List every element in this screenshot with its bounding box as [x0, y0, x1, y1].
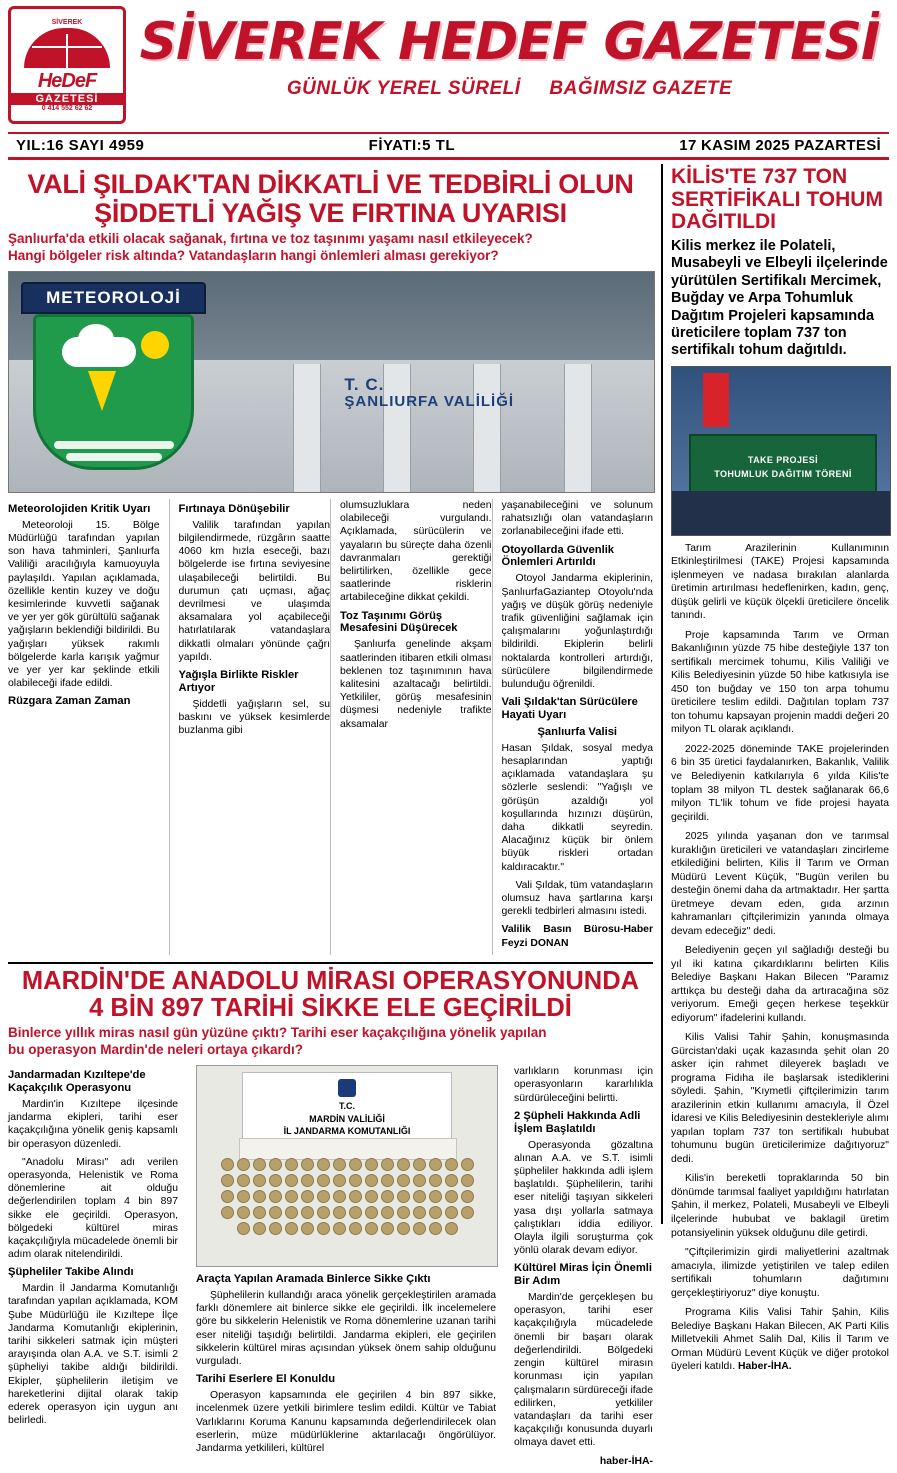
logo-phone: 0 414 552 62 62	[41, 104, 93, 112]
wave-icon	[66, 453, 162, 461]
subhead: Fırtınaya Dönüşebilir	[178, 502, 290, 515]
emblem-icon	[338, 1079, 356, 1097]
coin-row	[215, 1190, 479, 1203]
paragraph: Valilik tarafından yapılan bilgilendirmede, rüzgârın saatte 4060 km hızla eseceği, bazı bölgelerde ise fırtına seviyesine ulaşabileceği belirtildi. Bu durumun çatı uçması, ağaç devrilmesi ve ulaşımda aksamalara yol açabileceği hatırlatılarak vatandaşlara dikkatli olmaları yönünde çağrı yapıldı.	[178, 519, 330, 663]
second-deck-line2: bu operasyon Mardin'de neleri ortaya çıkardı?	[8, 1042, 304, 1058]
lead-col-1	[8, 499, 169, 955]
paragraph: 2025 yılında yaşanan don ve tarımsal kuraklığın üreticileri ve vatandaşları zincirleme etkilediğini belirten, Kilis İl Tarım ve Orman Müdürü Levent Küçük, "Bugün verilen bu desteğin önemi daha da artmaktadır. Her şartta üretmeye devam eden, gıda arzının kahramanları çiftçilerimizin yanında olmaya devam edeceğiz" dedi.	[671, 831, 889, 937]
lead-headline-line2: ŞİDDETLİ YAĞIŞ VE FIRTINA UYARISI	[94, 197, 567, 228]
paragraph: Mardin'in Kızıltepe ilçesinde jandarma ekipleri, tarihi eser kaçakçılığına yönelik geniş kapsamlı bir operasyon düzenledi.	[8, 1098, 178, 1150]
logo-brand: HeDeF	[37, 69, 97, 92]
coin-row	[215, 1158, 479, 1171]
subhead: Meteorolojiden Kritik Uyarı	[8, 502, 151, 515]
logo-top-text: SİVEREK	[51, 18, 83, 26]
flag-icon	[703, 373, 729, 427]
paragraph-text: Programa Kilis Valisi Tahir Şahin, Kilis Belediye Başkanı Hakan Bilecen, AK Parti Kilis Milletvekili Ahmet Salih Dal, Kilis İl Tarım ve Orman Müdürü Levent Küçük ve diğer protokol üyeleri katıldı.	[671, 1307, 889, 1373]
coin-pile	[215, 1158, 479, 1254]
paragraph: yaşanabileceğini ve solunum rahatsızlığı olan vatandaşların zorlanabileceğini ifade etti.	[501, 499, 653, 538]
second-story-columns	[8, 1065, 653, 1473]
paragraph: Belediyenin geçen yıl sağladığı desteği bu yıl iki katına çıkardıklarını belirten Kilis Belediye Başkanı Hakan Bilecen "Paramız arttıkça bu desteği daha da artıracağına söz veriyorum. Emeği geçen herkese teşekkür ediyorum" ifadelerini kullandı.	[671, 945, 889, 1024]
publication-date: 17 KASIM 2025 PAZARTESİ	[679, 137, 881, 154]
right-lead: Kilis merkez ile Polateli, Musabeyli ve Elbeyli ilçelerinde yürütülen Sertifikalı Mercimek, Buğday ve Arpa Tohumluk Dağıtım Projeleri kapsamında üreticilere toplam 737 ton sertifikalı tohum dağıtıldı.	[671, 238, 888, 359]
paragraph: Tarım Arazilerinin Kullanımının Etkinleştirilmesi (TAKE) Projesi kapsamında işlenmeyen ve nadasa bırakılan alanlarda üretimin artırılması hedeflenirken, kadın, genç, düşük gelirli ve küçük ölçekli üreticilere öncelik tanındı.	[671, 542, 889, 622]
second-col-3	[505, 1065, 653, 1473]
second-headline-line1: MARDİN'DE ANADOLU MİRASI OPERASYONUNDA	[21, 966, 640, 995]
lead-headline	[8, 170, 653, 227]
dome-icon	[24, 28, 110, 68]
lightning-icon	[88, 371, 116, 411]
subhead: Şüpheliler Takibe Alındı	[8, 1266, 134, 1279]
newspaper-logo	[8, 6, 126, 124]
subhead: Jandarmadan Kızıltepe'de Kaçakçılık Operasyonu	[8, 1069, 146, 1095]
masthead-info-bar	[8, 132, 889, 155]
lead-col-4	[492, 499, 654, 955]
second-headline	[8, 968, 653, 1023]
second-col-1	[8, 1065, 187, 1473]
second-headline-line2: 4 BİN 897 TARİHİ SİKKE ELE GEÇİRİLDİ	[89, 994, 572, 1023]
paragraph: "Çiftçilerimizin girdi maliyetlerini azaltmak amacıyla, ilimizde yetiştirilen ve talep edilen sertifikalı tohumların dağıtımını gerçekleştiriyoruz" diye konuştu.	[671, 1247, 889, 1299]
masthead-subtitle-right: BAĞIMSIZ GAZETE	[549, 78, 733, 99]
right-headline: KİLİS'TE 737 TON SERTİFİKALI TOHUM DAĞITILDI	[671, 165, 883, 234]
content-grid	[8, 164, 889, 1467]
subhead: Yağışla Birlikte Riskler Artıyor	[178, 669, 299, 694]
shield-icon	[33, 314, 194, 470]
paragraph: Kilis Valisi Tahir Şahin, konuşmasında Gürcistan'daki uçak kazasında şehit olan 20 asker için rahmet dileyerek başladı ve programa Fidıha ile başlarsak istediklerini söyledi. Şahin, "Kıymetli çiftçilerimizin tarım arazilerinin etkin kullanımı amacıyla, İl Özel İdaresi ve Kilis Belediyesinin destekleriyle alımı yapılan toplam 737 ton sertifikalı hububat tohumunu bugün üreticilerimize dağıtıyoruz" dedi.	[671, 1032, 889, 1165]
sign-line2: MARDİN VALİLİĞİ	[309, 1113, 385, 1124]
lead-deck-line2: Hangi bölgeler risk altında? Vatandaşların hangi önlemleri alması gerekiyor?	[8, 248, 499, 264]
paragraph: Hasan Şıldak, sosyal medya hesaplarından yaptığı açıklamada vatandaşlara şu sözlerle seslendi: "Yağışlı ve görüşün azaldığı yol koşullarında hızınızı düşürün, daha dikkatli seyredin. Alacağınız küçük bir önlem büyük riskleri ortadan kaldıracaktır."	[501, 742, 653, 873]
sun-icon	[141, 331, 169, 359]
lead-photo	[8, 271, 655, 493]
building-column	[383, 364, 411, 492]
paragraph: Otoyol Jandarma ekiplerinin, ŞanlıurfaGaziantep Otoyolu'nda yağış ve düşük görüş nedeniyle trafik güvenliğini sağlamak için çalışmalarını yoğunlaştırdığı bildirildi. Ekiplerin belirli noktalarda kontrolleri artırdığı, sürücülere bilgilendirmede bulunduğu öğrenildi.	[501, 573, 653, 690]
subhead: 2 Şüpheli Hakkında Adli İşlem Başlatıldı	[514, 1109, 641, 1135]
paragraph: olumsuzluklara neden olabileceği vurgulandı. Açıklamada, sürücülerin ve yayaların bu süreçte daha özenli davranmaları gerektiği belirtilirken, özellikle gece saatlerinde risklerin artabileceğine dikkat çekildi.	[340, 499, 492, 604]
meteorology-label: METEOROLOJİ	[21, 282, 206, 314]
wave-icon	[54, 441, 174, 449]
subhead: Otoyollarda Güvenlik Önlemleri Artırıldı	[501, 543, 615, 569]
paragraph: Mardin İl Jandarma Komutanlığı tarafından yapılan açıklamada, KOM Şube Müdürlüğü ile Kızıltepe İlçe Jandarma Komutanlığı ekiplerinin, tarihi sikkeleri satmak için müşteri arayışında olan A.A. ve S.T. isimli 2 şüpheliyi takibe aldığı bildirildi. Ekipler, şüphelilerin iletişim ve hareketlerini dijital olarak takip ederek operasyon için uygun anı belirledi.	[8, 1283, 178, 1427]
coin-row	[215, 1174, 479, 1187]
banner-line1: TAKE PROJESİ	[747, 455, 819, 466]
paragraph: Kilis'in bereketli topraklarında 50 bin dönümde tarımsal faaliyet yapıldığını hatırlatan Şahin, il merkez, Polateli, Musabeyli ve Elbeyli ilçelerinde hububat ve baklagil üretim potansiyelinin yüksek olduğunu dile getirdi.	[671, 1173, 889, 1239]
building-sign-line2: ŞANLIURFA VALİLİĞİ	[344, 392, 515, 410]
second-col-2	[187, 1065, 505, 1473]
logo-brand-sub: GAZETESİ	[11, 93, 123, 105]
crowd	[672, 491, 890, 535]
second-photo	[196, 1065, 498, 1267]
subhead: Araçta Yapılan Aramada Binlerce Sikke Çıktı	[196, 1273, 431, 1286]
sign-line3: İL JANDARMA KOMUTANLIĞI	[283, 1126, 411, 1137]
page-title: SİVEREK HEDEF GAZETESİ	[139, 12, 880, 72]
left-column	[8, 164, 653, 1467]
banner-line2: TOHUMLUK DAĞITIM TÖRENİ	[714, 468, 852, 479]
coin-row	[215, 1222, 479, 1235]
byline: haber-İHA-	[599, 1455, 653, 1467]
paragraph: Operasyon kapsamında ele geçirilen 4 bin 897 sikke, incelenmek üzere yetkili birimlere teslim edildi. Kültür ve Tabiat Varlıklarını Koruma Kanunu kapsamında değerlendirilecek olan eserlerin, müze müdürlüklerine aktarılacağı öngörülüyor. Jandarma yetkilileri, kültürel	[196, 1390, 496, 1454]
second-deck-line1: Binlerce yıllık miras nasıl gün yüzüne çıktı? Tarihi eser kaçakçılığına yönelik yapılan	[8, 1025, 547, 1041]
subhead: Toz Taşınımı Görüş Mesafesini Düşürecek	[340, 609, 458, 635]
subhead: Vali Şıldak'tan Sürücülere Hayati Uyarı	[501, 696, 638, 722]
building-column	[473, 364, 501, 492]
right-column	[661, 164, 889, 1373]
second-deck	[8, 1025, 653, 1059]
subhead: Rüzgara Zaman Zaman	[8, 695, 131, 708]
lead-col-2	[169, 499, 331, 955]
lead-col-3	[330, 499, 492, 955]
issue-number: YIL:16 SAYI 4959	[16, 137, 145, 154]
paragraph: Meteoroloji 15. Bölge Müdürlüğü tarafından yapılan son hava tahminleri, Şanlıurfa Valiliği aracılığıyla kamuoyuyla paylaşıldı. Yapılan açıklamada, özellikle kentin kuzey ve doğu kesimlerinde kuvvetli sağanak ve yer yer gök gürültülü sağanak yağışların beklendiği bildirildi. Bu yağışları yüksek rakımlı bölgelerde karla karışık yağmur ve yer yer kar şeklinde etkili olabileceği ifade edildi.	[8, 519, 160, 690]
coin-row	[215, 1206, 479, 1219]
meteorology-emblem	[21, 282, 206, 482]
byline: Haber-İHA.	[738, 1361, 792, 1373]
subhead: Kültürel Miras İçin Önemli Bir Adım	[514, 1262, 653, 1288]
lead-deck-line1: Şanlıurfa'da etkili olacak sağanak, fırtına ve toz taşınımı yaşamı nasıl etkileyecek?	[8, 231, 533, 247]
building-sign-line1: T. C.	[344, 375, 385, 395]
building-column	[564, 364, 592, 492]
cloud-icon	[62, 337, 136, 367]
lead-story	[8, 170, 653, 955]
second-story	[8, 968, 653, 1473]
building-column	[293, 364, 321, 492]
paragraph: "Anadolu Mirası" adı verilen operasyonda, Helenistik ve Roma dönemlerine ait olduğu değerlendirilen toplam 4 bin 897 sikke ele geçirildi. Operasyon, bölgedeki kültürel miras kaçakçılığıyla mücadelede önemli bir adım olarak nitelendirildi.	[8, 1156, 178, 1261]
subhead: Tarihi Eserlere El Konuldu	[196, 1373, 336, 1386]
coin-tray	[239, 1138, 457, 1160]
paragraph: Şüphelilerin kullandığı araca yönelik gerçekleştirilen aramada farklı dönemlere ait binlerce sikke ele geçirildi. İlk incelemelere göre bu sikkelerin Helenistik ve Roma dönemlerine uzanan tarihi eser niteliği taşıdığı belirtildi. Jandarma ekipleri, ele geçirilen sikkelerin kültürel miras açısından yüksek önem sahip olduğunu vurguladı.	[196, 1290, 496, 1368]
paragraph: Şiddetli yağışların sel, su baskını ve yüksek kesimlerde buzlanma gibi	[178, 698, 330, 737]
masthead-subtitle-left: GÜNLÜK YEREL SÜRELİ	[286, 78, 521, 99]
authority-sign	[242, 1072, 452, 1145]
lead-deck	[8, 231, 653, 265]
paragraph: Vali Şıldak, tüm vatandaşların olumsuz hava şartlarına karşı gerekli tedbirleri almasını istedi.	[501, 879, 653, 918]
paragraph: Proje kapsamında Tarım ve Orman Bakanlığının yüzde 75 hibe desteğiyle 137 ton sertifikalı mercimek tohumu, Kilis Valiliği ve Kilis Belediyesinin yüzde 50 hibe katkısıyla ise 450 ton buğday ve 150 ton arpa tohumu üreticilere teslim edildi. Dağıtılan toplam 737 ton tohumu kapsayan projenin maddi değeri 20 milyon TL olarak açıklandı.	[671, 629, 889, 736]
divider	[8, 962, 653, 964]
subhead: Şanlıurfa Valisi	[537, 725, 618, 738]
byline: Valilik Basın Bürosu-Haber Feyzi DONAN	[501, 924, 653, 949]
price-label: FİYATI:5 TL	[368, 137, 455, 154]
paragraph: Şanlıurfa genelinde akşam saatlerinden itibaren etkili olması beklenen toz taşınımının hava kalitesini azaltacağı belirtildi. Yetkililer, görüş mesafesinin düşmesi nedeniyle trafikte aksamalar	[340, 639, 492, 730]
paragraph: 2022-2025 döneminde TAKE projelerinden 6 bin 35 üretici faydalanırken, Bakanlık, Valilik ve Belediyenin katkılarıyla 6 yılda Kilis'te toplam 38 milyon TL destek sağlanarak 66,6 milyon TL'lik tohum ve fide projesi hayata geçirildi.	[671, 743, 889, 823]
sign-line1: T.C.	[338, 1101, 355, 1112]
lead-headline-line1: VALİ ŞILDAK'TAN DİKKATLİ VE TEDBİRLİ OLUN	[27, 169, 634, 199]
paragraph: Mardin'de gerçekleşen bu operasyon, tarihi eser kaçakçılığıyla mücadelede önemli bir başarı olarak değerlendirildi. Bölgedeki zengin kültürel mirasın korunması için yapılan çalışmaların sürdüreceği ifade edilirken, yetkililer vatandaşları da tarihi eser kaçakçılığı konusunda duyarlı olmaya davet etti.	[514, 1292, 653, 1449]
paragraph: Operasyonda gözaltına alınan A.A. ve S.T. isimli şüpheliler hakkında adli işlem başlatıldı. Şüphelilerin, tarihi eser niteliği taşıyan sikkeleri yasa dışı yollarla satmaya çalıştıkları iddia ediliyor. Olayla ilgili soruşturma çok yönlü olarak devam ediyor.	[514, 1139, 653, 1257]
paragraph	[671, 1306, 889, 1374]
paragraph: varlıkların korunması için operasyonların kararlılıkla sürdürüleceğini belirtti.	[514, 1066, 653, 1104]
masthead	[8, 6, 889, 160]
lead-story-columns	[8, 499, 653, 955]
right-photo	[671, 366, 891, 536]
